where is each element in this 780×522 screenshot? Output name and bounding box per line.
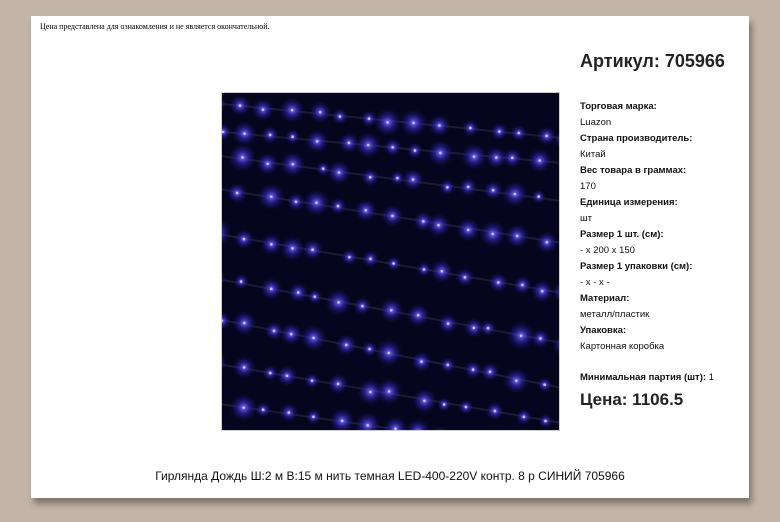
spec-value: 170	[580, 181, 596, 192]
led-bulb	[240, 280, 243, 283]
min-batch-label: Минимальная партия (шт):	[580, 372, 707, 383]
led-bulb	[270, 195, 273, 198]
led-bulb	[369, 391, 372, 394]
spec-unit	[580, 195, 745, 227]
led-bulb	[266, 163, 269, 166]
led-bulb	[441, 270, 444, 273]
led-bulb	[545, 135, 548, 138]
led-bulb	[538, 159, 541, 162]
spec-country	[580, 131, 745, 163]
led-bulb	[273, 330, 276, 333]
spec-label: Размер 1 шт. (см):	[580, 229, 664, 240]
spec-label: Размер 1 упаковки (см):	[580, 261, 693, 272]
led-bulb	[337, 205, 340, 208]
led-bulb	[423, 268, 426, 271]
led-bulb	[392, 262, 395, 265]
led-bulb	[365, 209, 368, 212]
led-bulb	[391, 146, 394, 149]
led-bulb	[423, 400, 426, 403]
led-bulb	[412, 178, 415, 181]
led-bulb	[412, 122, 415, 125]
product-photo	[221, 92, 560, 431]
led-bulb	[473, 327, 476, 330]
led-bulb	[544, 420, 547, 423]
led-bulb	[467, 229, 470, 232]
led-bulb	[242, 406, 245, 409]
led-bulb	[537, 195, 540, 198]
led-bulb	[269, 134, 272, 137]
led-bulb	[312, 337, 315, 340]
spec-value: металл/пластик	[580, 309, 650, 320]
led-bulb	[345, 344, 348, 347]
spec-package-size	[580, 259, 745, 291]
led-bulb	[339, 115, 342, 118]
led-bulb	[473, 155, 476, 158]
led-bulb	[422, 220, 425, 223]
led-bulb	[443, 403, 446, 406]
spec-item-size	[580, 227, 745, 259]
led-bulb	[417, 314, 420, 317]
led-bulb	[368, 348, 371, 351]
led-bulb	[498, 130, 501, 133]
spec-material	[580, 291, 745, 323]
led-bulb	[366, 424, 369, 427]
led-bulb	[269, 372, 272, 375]
spec-value: Luazon	[580, 117, 612, 128]
led-bulb	[367, 144, 370, 147]
led-bulb	[390, 309, 393, 312]
led-bulb	[469, 127, 472, 130]
led-bulb	[387, 352, 390, 355]
led-bulb	[492, 189, 495, 192]
spec-value: Китай	[580, 149, 606, 160]
spec-weight	[580, 163, 745, 195]
led-bulb	[446, 186, 449, 189]
led-bulb	[287, 411, 290, 414]
led-bulb	[491, 233, 494, 236]
led-bulb	[270, 288, 273, 291]
led-bulb	[515, 379, 518, 382]
led-bulb	[511, 156, 514, 159]
led-bulb	[386, 121, 389, 124]
led-bulb	[322, 167, 325, 170]
led-bulb	[239, 104, 242, 107]
spec-label: Вес товара в граммах:	[580, 165, 687, 176]
led-bulb	[262, 408, 265, 411]
led-bulb	[338, 171, 341, 174]
led-bulb	[394, 427, 397, 430]
spec-label: Единица измерения:	[580, 197, 678, 208]
product-sheet	[31, 16, 749, 498]
led-bulb	[539, 337, 542, 340]
led-bulb	[520, 334, 523, 337]
led-garland-image	[222, 93, 559, 430]
led-bulb	[494, 410, 497, 413]
led-bulb	[516, 235, 519, 238]
led-bulb	[243, 132, 246, 135]
led-bulb	[337, 383, 340, 386]
led-bulb	[420, 360, 423, 363]
led-bulb	[518, 132, 521, 135]
led-bulb	[396, 177, 399, 180]
led-bulb	[337, 301, 340, 304]
led-bulb	[291, 109, 294, 112]
led-bulb	[236, 192, 239, 195]
led-bulb	[446, 364, 449, 367]
led-bulb	[291, 247, 294, 250]
led-bulb	[437, 224, 440, 227]
led-bulb	[465, 406, 468, 409]
led-bulb	[369, 176, 372, 179]
led-bulb	[348, 142, 351, 145]
led-bulb	[348, 256, 351, 259]
led-bulb	[543, 383, 546, 386]
led-bulb	[319, 111, 322, 114]
led-bulb	[487, 327, 490, 330]
led-bulb	[241, 156, 244, 159]
led-bulb	[497, 281, 500, 284]
led-bulb	[472, 368, 475, 371]
led-bulb	[541, 290, 544, 293]
led-bulb	[311, 379, 314, 382]
article-number: Артикул: 705966	[580, 51, 725, 71]
min-batch-value: 1	[708, 372, 714, 383]
led-bulb	[439, 152, 442, 155]
led-bulb	[523, 416, 526, 419]
price-disclaimer: Цена представлена для ознакомления и не является окончательной.	[40, 22, 270, 31]
spec-packaging	[580, 323, 745, 355]
led-bulb	[447, 322, 450, 325]
led-bulb	[316, 140, 319, 143]
spec-label: Страна производитель:	[580, 133, 693, 144]
price: Цена: 1106.5	[580, 390, 684, 409]
led-bulb	[521, 284, 524, 287]
led-bulb	[243, 238, 246, 241]
led-bulb	[311, 248, 314, 251]
led-bulb	[313, 295, 316, 298]
led-bulb	[369, 258, 372, 261]
led-bulb	[368, 117, 371, 120]
spec-value: шт	[580, 213, 592, 224]
specs-list	[580, 99, 745, 355]
spec-value: Картонная коробка	[580, 341, 665, 352]
led-bulb	[438, 124, 441, 127]
led-bulb	[414, 149, 417, 152]
led-bulb	[467, 186, 470, 189]
spec-label: Торговая марка:	[580, 101, 657, 112]
spec-value: - x 200 x 150	[580, 245, 635, 256]
led-bulb	[270, 243, 273, 246]
led-bulb	[286, 375, 289, 378]
led-bulb	[295, 200, 298, 203]
spec-label: Упаковка:	[580, 325, 627, 336]
led-bulb	[489, 371, 492, 374]
led-bulb	[341, 420, 344, 423]
led-bulb	[262, 108, 265, 111]
led-bulb	[297, 291, 300, 294]
led-bulb	[312, 415, 315, 418]
product-title: Гирлянда Дождь Ш:2 м В:15 м нить темная LED-400-220V контр. 8 р СИНИЙ 705966	[155, 469, 625, 483]
led-bulb	[291, 135, 294, 138]
led-bulb	[464, 276, 467, 279]
led-bulb	[391, 215, 394, 218]
led-bulb	[243, 366, 246, 369]
spec-label: Материал:	[580, 293, 630, 304]
spec-value: - x - x -	[580, 277, 610, 288]
led-bulb	[292, 163, 295, 166]
led-bulb	[290, 333, 293, 336]
spec-brand	[580, 99, 745, 131]
min-batch	[580, 372, 714, 383]
led-bulb	[361, 305, 364, 308]
led-bulb	[315, 201, 318, 204]
led-bulb	[243, 322, 246, 325]
led-bulb	[546, 241, 549, 244]
led-bulb	[495, 156, 498, 159]
led-bulb	[514, 193, 517, 196]
led-bulb	[388, 390, 391, 393]
